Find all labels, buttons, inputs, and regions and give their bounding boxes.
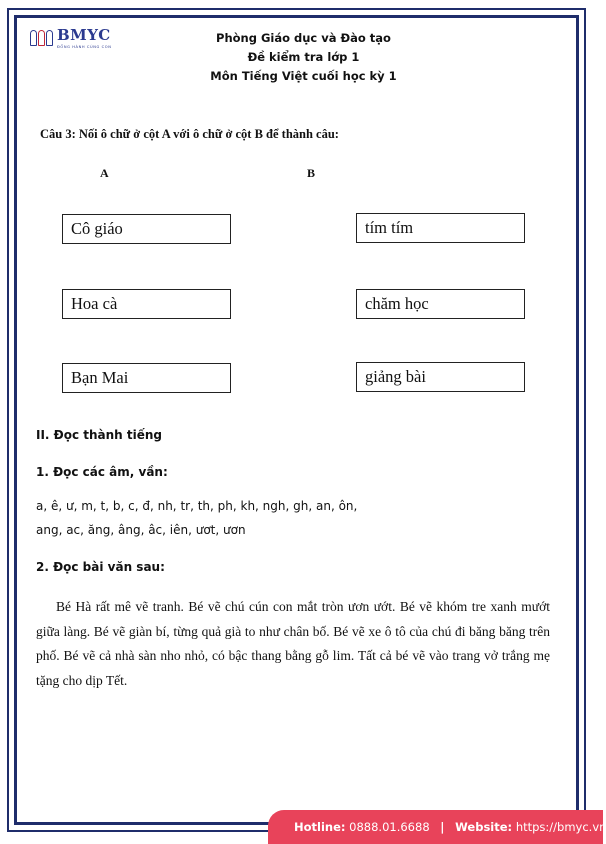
footer-separator: | [440,820,445,834]
column-b-box-1: tím tím [356,213,525,243]
website-link[interactable]: https://bmyc.vn [515,820,606,834]
column-b-label: B [307,166,316,180]
header-line-1: Phòng Giáo dục và Đào tạo [216,31,391,45]
column-a-box-3: Bạn Mai [62,363,231,393]
column-a-box-1: Cô giáo [62,214,231,244]
logo-tagline: ĐỒNG HÀNH CÙNG CON [57,45,112,49]
hotline-label: Hotline: [294,820,346,834]
question-3-title: Câu 3: Nối ô chữ ở cột A với ô chữ ở cột B để thành câu: [40,127,339,141]
website-label: Website: [455,820,513,834]
footer-bar [268,810,606,844]
phonics-line-2: ang, ac, ăng, âng, âc, iên, ươt, ươn [36,523,246,537]
part-1-title: 1. Đọc các âm, vần: [36,465,168,479]
section-2-title: II. Đọc thành tiếng [36,428,163,442]
header-line-3: Môn Tiếng Việt cuối học kỳ 1 [210,69,397,83]
column-a-box-2: Hoa cà [62,289,231,319]
logo-name: BMYC [57,26,111,44]
reading-passage: Bé Hà rất mê vẽ tranh. Bé vẽ chú cún con mắt tròn ươn ướt. Bé vẽ khóm tre xanh mướt giữa làng. Bé vẽ giàn bí, từng quả già to như chân bố. Bé vẽ xe ô tô của chú đi băng băng trên phố. Bé vẽ cả nhà sàn nho nhỏ, có bậc thang bằng gỗ lim. Tất cả bé vẽ vào trang vở trắng mẹ tặng cho dịp Tết. [36,599,550,688]
page-header [0,26,595,86]
part-2-title: 2. Đọc bài văn sau: [36,560,165,574]
column-b-box-2: chăm học [356,289,525,319]
hotline-value[interactable]: 0888.01.6688 [349,820,430,834]
column-b-box-3: giảng bài [356,362,525,392]
column-a-label: A [100,166,109,180]
phonics-line-1: a, ê, ư, m, t, b, c, đ, nh, tr, th, ph, kh, ngh, gh, an, ôn, [36,499,358,513]
header-line-2: Đề kiểm tra lớp 1 [247,50,360,64]
